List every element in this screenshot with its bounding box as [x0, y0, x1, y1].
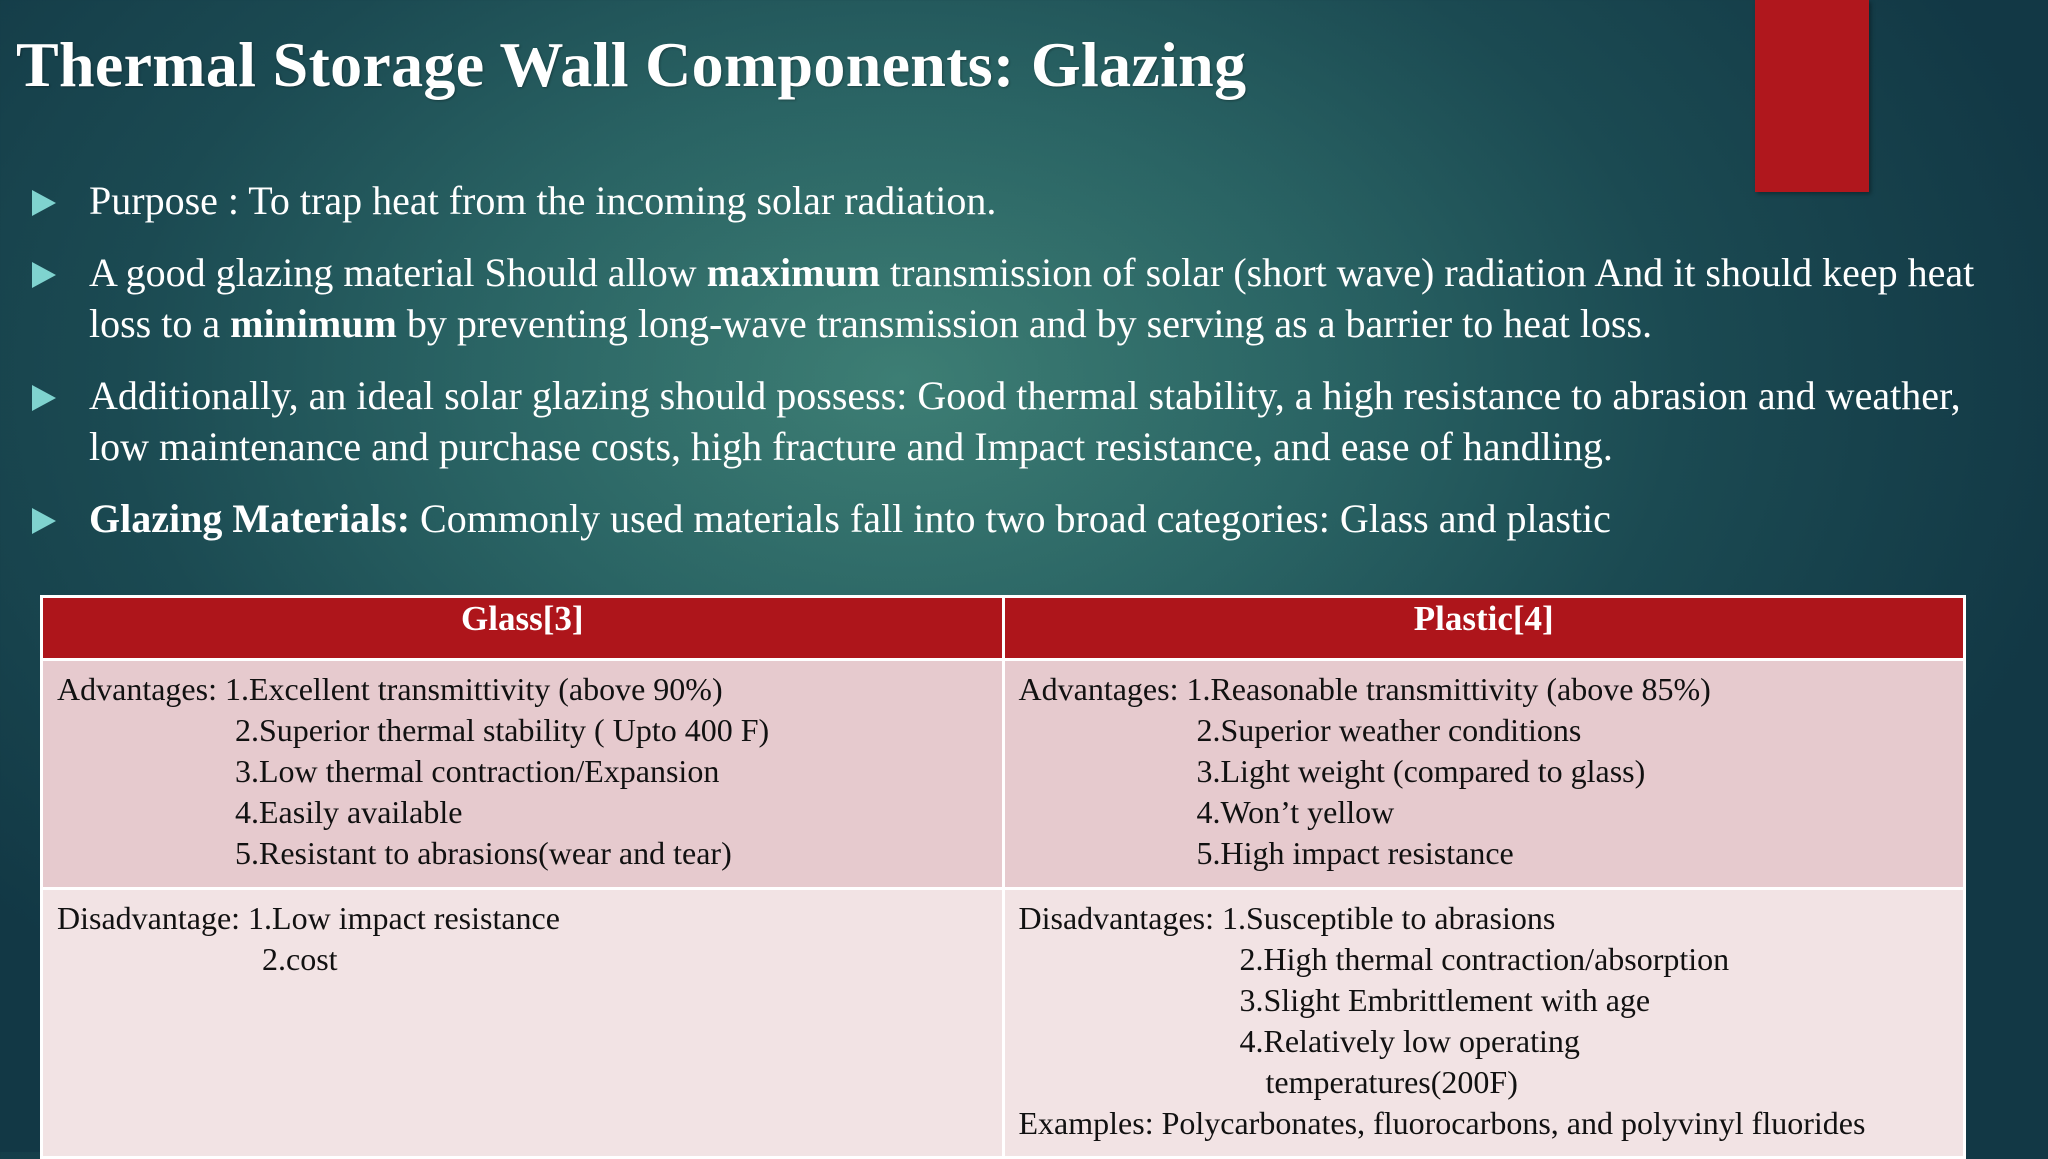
comparison-table — [40, 595, 1966, 1159]
bullet-text: transmission of solar (short wave) radiation And it should keep heat loss to a — [89, 250, 1975, 346]
accent-bar — [1755, 0, 1869, 192]
plastic-disadvantage-line: 4.Relatively low operating — [1239, 1023, 1580, 1059]
plastic-disadvantages-cell — [1003, 889, 1965, 1158]
glass-advantage-line: Advantages: 1.Excellent transmittivity (above 90%) — [57, 671, 723, 707]
bullet-ideal-properties — [30, 370, 1990, 472]
bullet-emphasis: minimum — [230, 301, 397, 346]
glass-advantages-cell — [42, 660, 1004, 889]
bullet-list — [30, 175, 1990, 565]
bullet-arrow-icon — [32, 385, 56, 411]
plastic-advantage-line: 3.Light weight (compared to glass) — [1196, 753, 1646, 789]
plastic-disadvantage-line: 3.Slight Embrittlement with age — [1239, 982, 1651, 1018]
plastic-disadvantage-line: 2.High thermal contraction/absorption — [1239, 941, 1730, 977]
plastic-advantage-line: Advantages: 1.Reasonable transmittivity (above 85%) — [1018, 671, 1711, 707]
glass-disadvantage-line: 2.cost — [262, 941, 338, 977]
glass-disadvantages-cell — [42, 889, 1004, 1158]
plastic-advantage-line: 4.Won’t yellow — [1196, 794, 1395, 830]
glass-advantage-line: 5.Resistant to abrasions(wear and tear) — [235, 835, 732, 871]
plastic-advantage-line: 2.Superior weather conditions — [1196, 712, 1582, 748]
slide-title: Thermal Storage Wall Components: Glazing — [16, 29, 1247, 100]
bullet-text: A good glazing material Should allow — [89, 250, 707, 295]
bullet-text: Commonly used materials fall into two broad categories: Glass and plastic — [410, 496, 1611, 541]
bullet-text: Purpose : To trap heat from the incoming solar radiation. — [89, 178, 997, 223]
bullet-materials — [30, 493, 1990, 544]
bullet-good-glazing — [30, 247, 1990, 349]
bullet-purpose — [30, 175, 1990, 226]
bullet-emphasis: maximum — [706, 250, 881, 295]
bullet-emphasis: Glazing Materials: — [89, 496, 411, 541]
bullet-text: by preventing long-wave transmission and by serving as a barrier to heat loss. — [396, 301, 1653, 346]
glass-advantage-line: 3.Low thermal contraction/Expansion — [235, 753, 720, 789]
plastic-examples-line: Examples: Polycarbonates, fluorocarbons, and polyvinyl fluorides — [1018, 1105, 1866, 1141]
bullet-arrow-icon — [32, 262, 56, 288]
plastic-advantage-line: 5.High impact resistance — [1196, 835, 1514, 871]
table-header-glass: Glass[3] — [42, 597, 1004, 660]
plastic-disadvantage-line: Disadvantages: 1.Susceptible to abrasions — [1018, 900, 1556, 936]
plastic-advantages-cell — [1003, 660, 1965, 889]
bullet-arrow-icon — [32, 508, 56, 534]
bullet-arrow-icon — [32, 190, 56, 216]
bullet-text: Additionally, an ideal solar glazing should possess: Good thermal stability, a high resistance to abrasion and weather, low maintenance and purchase costs, high fracture and Impact resistance, and ease of handling. — [89, 373, 1961, 469]
glass-advantage-line: 4.Easily available — [235, 794, 463, 830]
glass-disadvantage-line: Disadvantage: 1.Low impact resistance — [57, 900, 560, 936]
glass-advantage-line: 2.Superior thermal stability ( Upto 400 F) — [235, 712, 770, 748]
plastic-disadvantage-line: temperatures(200F) — [1265, 1064, 1518, 1100]
table-header-plastic: Plastic[4] — [1003, 597, 1965, 660]
